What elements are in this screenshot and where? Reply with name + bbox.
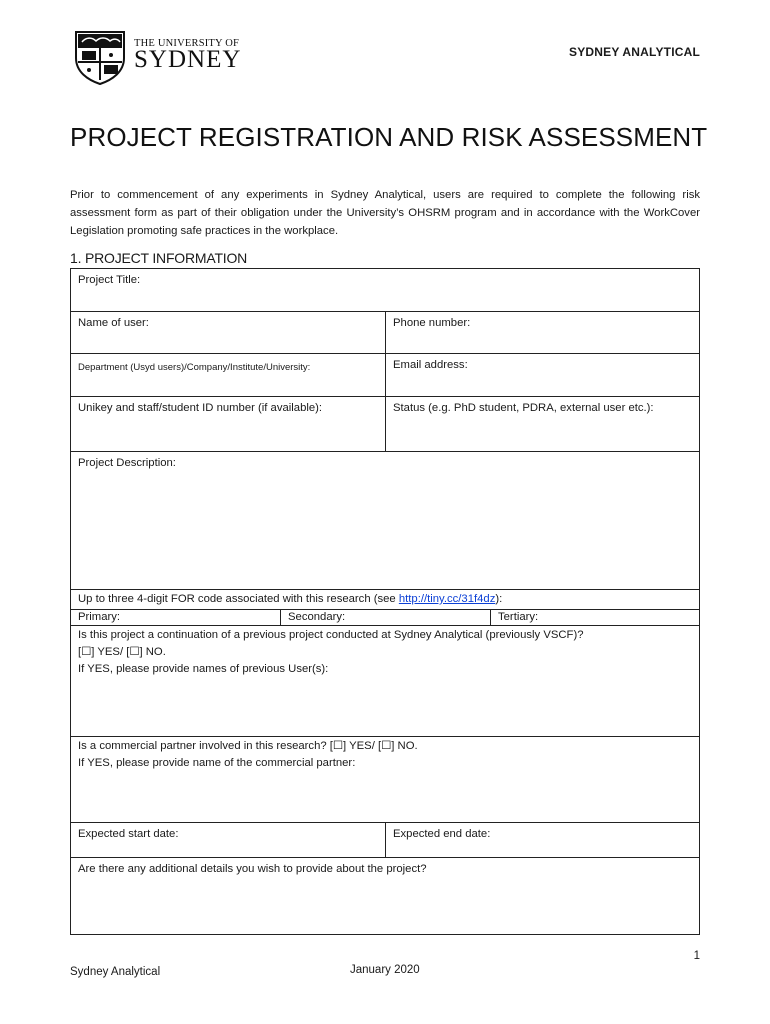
phone-number-label: Phone number: bbox=[393, 317, 471, 329]
unikey-label: Unikey and staff/student ID number (if available): bbox=[78, 402, 323, 414]
unikey-status-row bbox=[70, 396, 700, 451]
continuation-followup: If YES, please provide names of previous User(s): bbox=[78, 663, 329, 675]
department-label: Department (Usyd users)/Company/Institute/University: bbox=[78, 362, 311, 373]
project-information-form bbox=[70, 268, 700, 935]
logo-sydney-text: SYDNEY bbox=[134, 46, 242, 73]
expected-end-date-field[interactable] bbox=[385, 823, 699, 857]
project-title-field[interactable] bbox=[71, 269, 699, 311]
university-crest-icon bbox=[72, 28, 132, 86]
project-title-row bbox=[70, 268, 700, 311]
department-email-row bbox=[70, 353, 700, 396]
commercial-partner-field[interactable] bbox=[71, 737, 699, 822]
additional-details-field[interactable] bbox=[71, 858, 699, 934]
logo-university-text: THE UNIVERSITY OF bbox=[134, 38, 240, 49]
expected-start-label: Expected start date: bbox=[78, 828, 179, 840]
additional-details-row bbox=[70, 857, 700, 935]
tertiary-code-field[interactable] bbox=[490, 610, 699, 625]
for-code-row bbox=[70, 589, 700, 609]
primary-label: Primary: bbox=[78, 611, 121, 623]
department-field[interactable] bbox=[71, 354, 385, 396]
page-number: 1 bbox=[693, 950, 700, 962]
status-label: Status (e.g. PhD student, PDRA, external user etc.): bbox=[393, 402, 654, 414]
for-code-text: Up to three 4-digit FOR code associated with this research (see bbox=[78, 593, 399, 605]
header-label: SYDNEY ANALYTICAL bbox=[569, 45, 700, 59]
for-code-fields-row bbox=[70, 609, 700, 625]
expected-end-label: Expected end date: bbox=[393, 828, 491, 840]
additional-details-label: Are there any additional details you wish to provide about the project? bbox=[78, 863, 427, 875]
email-address-label: Email address: bbox=[393, 359, 468, 371]
project-description-row bbox=[70, 451, 700, 589]
footer-date: January 2020 bbox=[350, 964, 420, 976]
continuation-field[interactable] bbox=[71, 626, 699, 736]
primary-code-field[interactable] bbox=[71, 610, 280, 625]
secondary-code-field[interactable] bbox=[280, 610, 490, 625]
unikey-field[interactable] bbox=[71, 397, 385, 451]
continuation-question: Is this project a continuation of a previous project conducted at Sydney Analytical (previously VSCF)? bbox=[78, 629, 584, 641]
section-heading-project-information: 1. PROJECT INFORMATION bbox=[70, 250, 248, 266]
project-description-field[interactable] bbox=[71, 452, 699, 589]
status-field[interactable] bbox=[385, 397, 699, 451]
name-of-user-label: Name of user: bbox=[78, 317, 149, 329]
email-address-field[interactable] bbox=[385, 354, 699, 396]
project-description-label: Project Description: bbox=[78, 457, 176, 469]
phone-number-field[interactable] bbox=[385, 312, 699, 353]
commercial-partner-row bbox=[70, 736, 700, 822]
intro-paragraph: Prior to commencement of any experiments in Sydney Analytical, users are required to complete the following risk assessment form as part of their obligation under the University’s OHSRM program and in accordance with the WorkCover Legislation promoting safe practices in the workplace. bbox=[70, 189, 700, 237]
for-code-link[interactable]: http://tiny.cc/31f4dz bbox=[398, 593, 496, 605]
name-of-user-field[interactable] bbox=[71, 312, 385, 353]
for-code-instruction bbox=[71, 590, 699, 609]
tertiary-label: Tertiary: bbox=[498, 611, 539, 623]
commercial-followup: If YES, please provide name of the commercial partner: bbox=[78, 757, 356, 769]
footer-organization: Sydney Analytical bbox=[70, 966, 161, 978]
project-title-label: Project Title: bbox=[78, 274, 141, 286]
expected-start-date-field[interactable] bbox=[71, 823, 385, 857]
page-title: PROJECT REGISTRATION AND RISK ASSESSMENT bbox=[70, 122, 708, 152]
for-code-suffix: ): bbox=[495, 593, 503, 605]
continuation-row bbox=[70, 625, 700, 736]
user-phone-row bbox=[70, 311, 700, 353]
commercial-question[interactable]: Is a commercial partner involved in this research? [☐] YES/ [☐] NO. bbox=[78, 740, 418, 752]
continuation-yes-no-checkboxes[interactable]: [☐] YES/ [☐] NO. bbox=[78, 646, 166, 658]
logo-wordmark bbox=[134, 38, 241, 71]
dates-row bbox=[70, 822, 700, 857]
secondary-label: Secondary: bbox=[288, 611, 346, 623]
